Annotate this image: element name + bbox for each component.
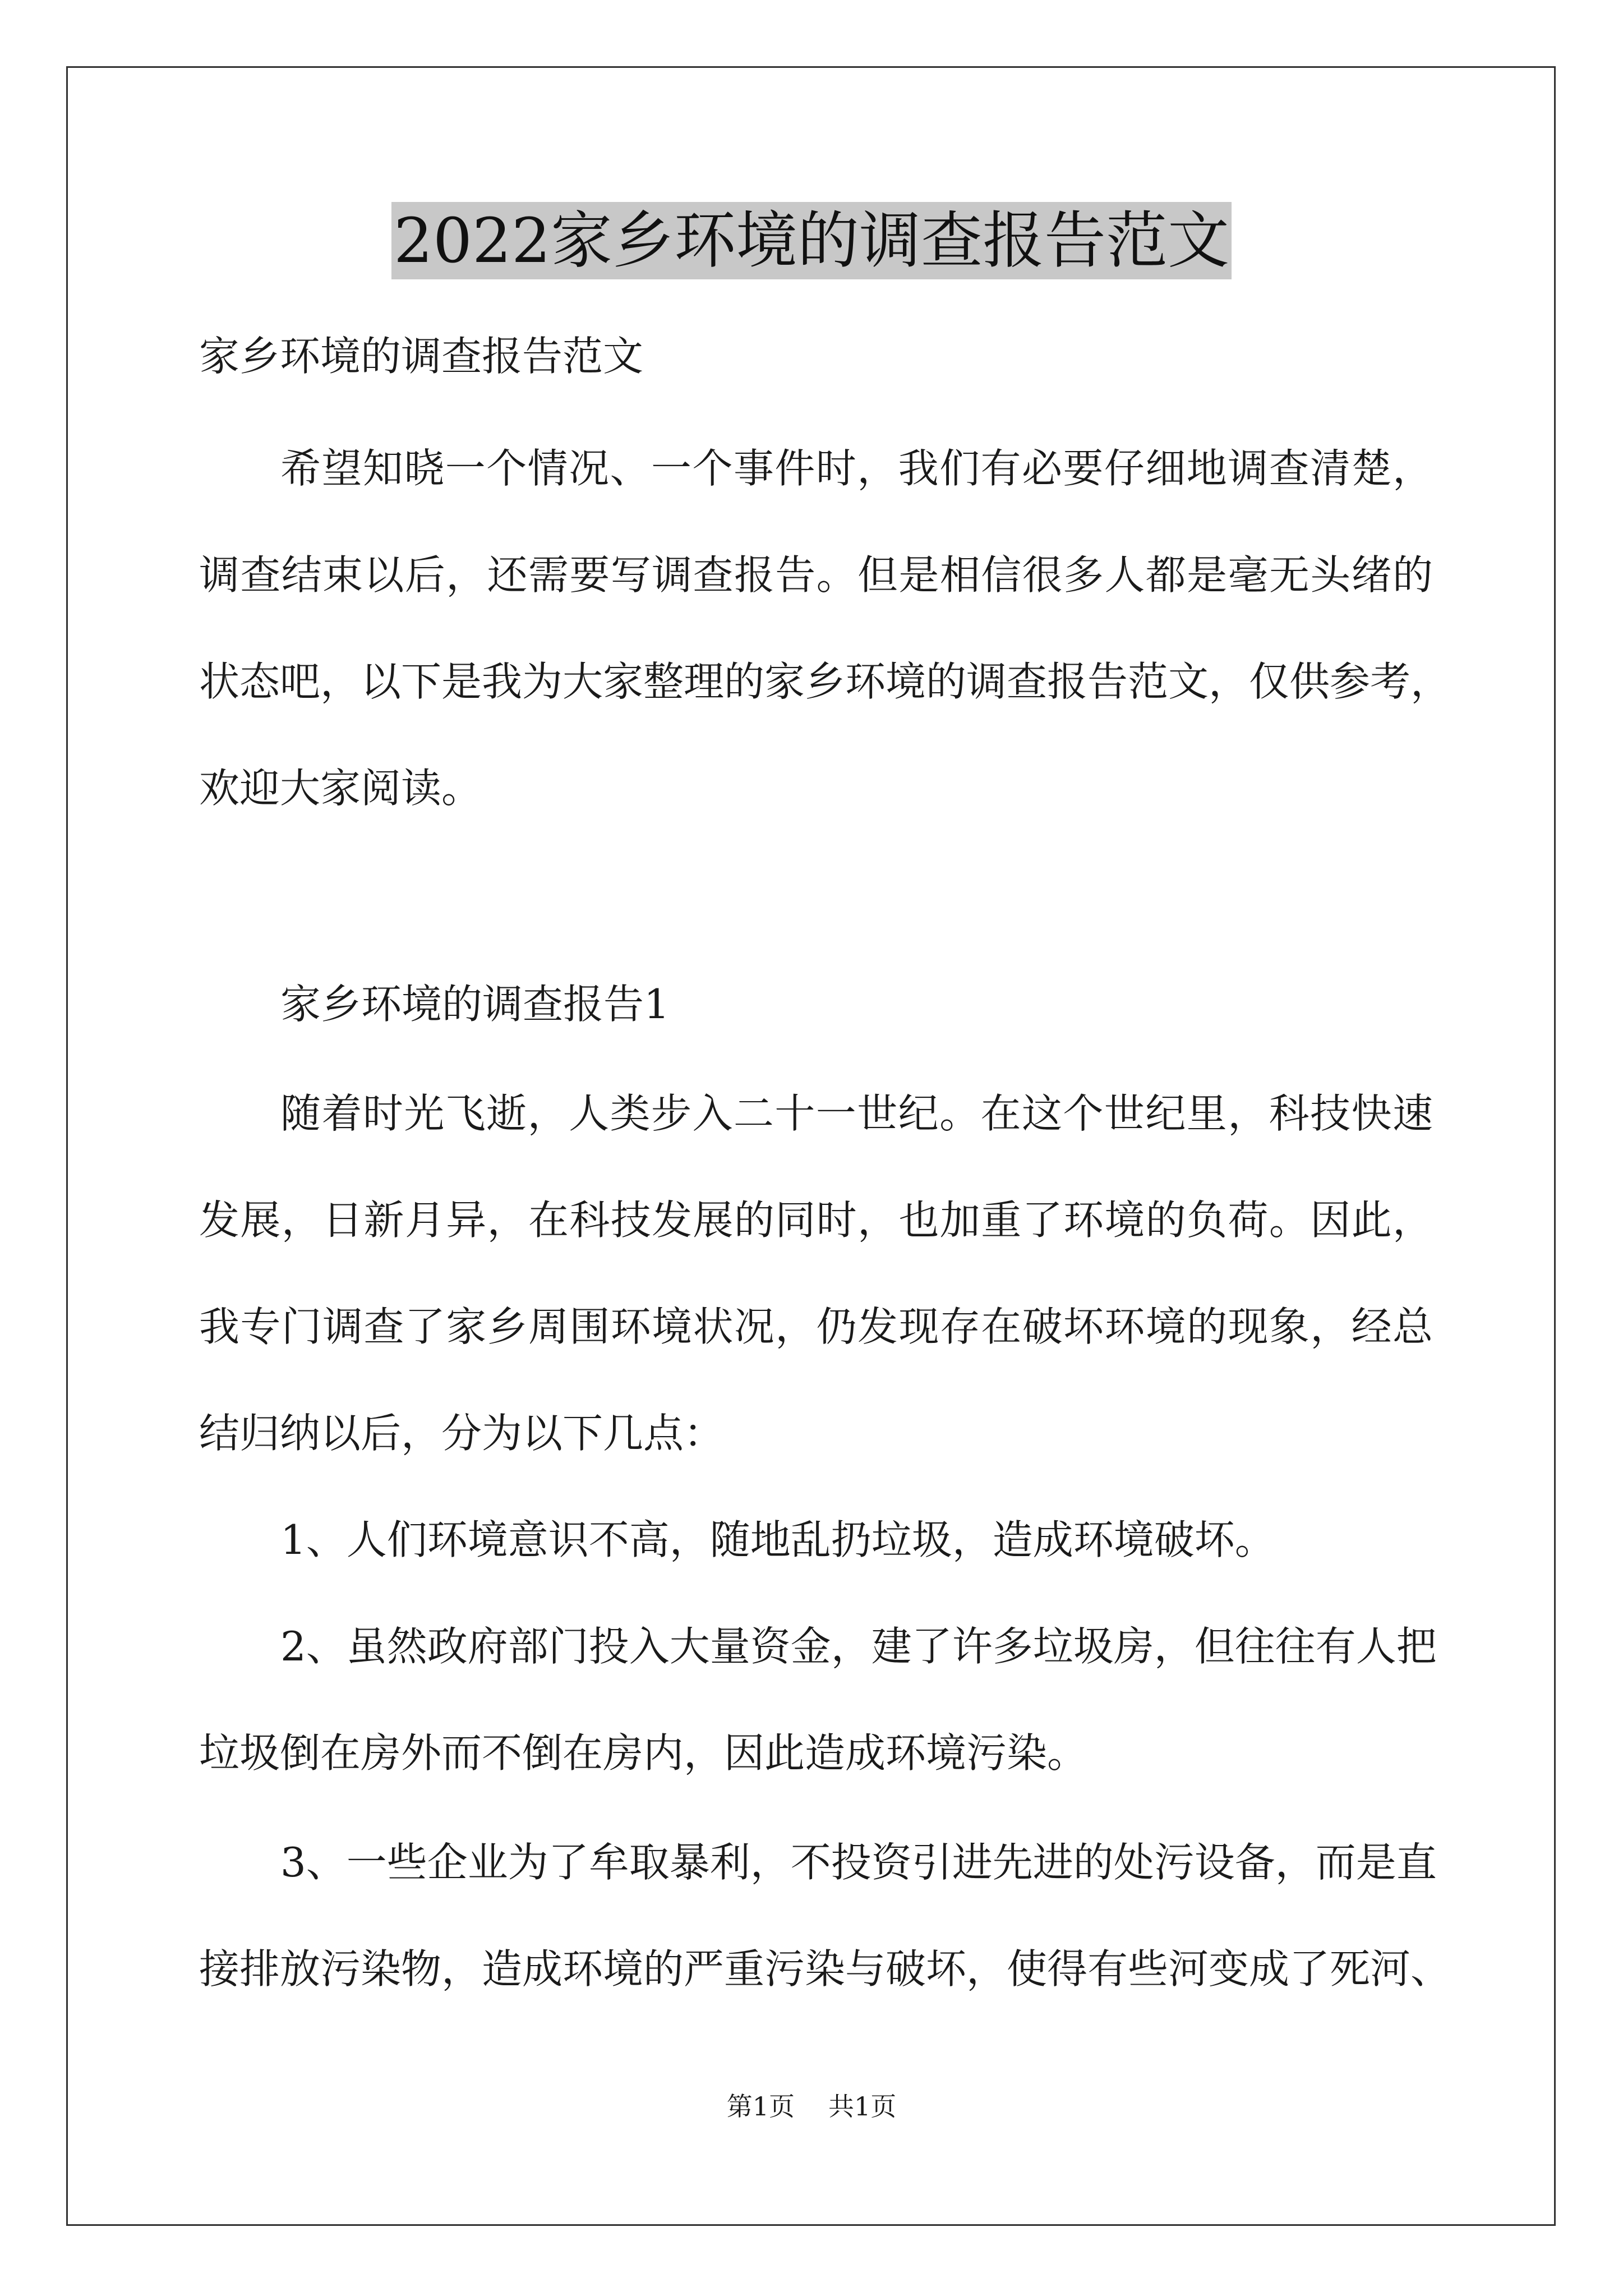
- page-total: 共1页: [828, 2091, 897, 2122]
- paragraph-line: 接排放污染物，造成环境的严重污染与破坏，使得有些河变成了死河、: [199, 1945, 1451, 1993]
- list-item: 1、人们环境意识不高，随地乱扔垃圾，造成环境破坏。: [280, 1516, 1275, 1563]
- subtitle-line: 家乡环境的调查报告范文: [199, 333, 644, 380]
- document-title: 2022家乡环境的调查报告范文: [391, 202, 1232, 279]
- page-frame: [66, 66, 1556, 2226]
- paragraph-line: 希望知晓一个情况、一个事件时，我们有必要仔细地调查清楚，: [280, 445, 1433, 492]
- list-item: 2、虽然政府部门投入大量资金，建了许多垃圾房，但往往有人把: [280, 1623, 1437, 1670]
- page-number: 第1页: [726, 2091, 795, 2122]
- paragraph-line: 垃圾倒在房外而不倒在房内，因此造成环境污染。: [199, 1729, 1088, 1777]
- paragraph-line: 随着时光飞逝，人类步入二十一世纪。在这个世纪里，科技快速: [280, 1090, 1433, 1137]
- paragraph-line: 结归纳以后，分为以下几点：: [199, 1410, 725, 1457]
- title-container: [0, 202, 1623, 279]
- paragraph-line: 欢迎大家阅读。: [199, 765, 482, 812]
- paragraph-line: 状态吧，以下是我为大家整理的家乡环境的调查报告范文，仅供参考，: [199, 658, 1451, 705]
- paragraph-line: 调查结束以后，还需要写调查报告。但是相信很多人都是毫无头绪的: [199, 551, 1433, 599]
- page-footer: [0, 2090, 1623, 2123]
- paragraph-line: 我专门调查了家乡周围环境状况，仍发现存在破坏环境的现象，经总: [199, 1303, 1433, 1350]
- list-item: 3、一些企业为了牟取暴利，不投资引进先进的处污设备，而是直: [280, 1839, 1437, 1886]
- paragraph-line: 发展，日新月异，在科技发展的同时，也加重了环境的负荷。因此，: [199, 1197, 1433, 1244]
- section-heading: 家乡环境的调查报告1: [280, 981, 670, 1028]
